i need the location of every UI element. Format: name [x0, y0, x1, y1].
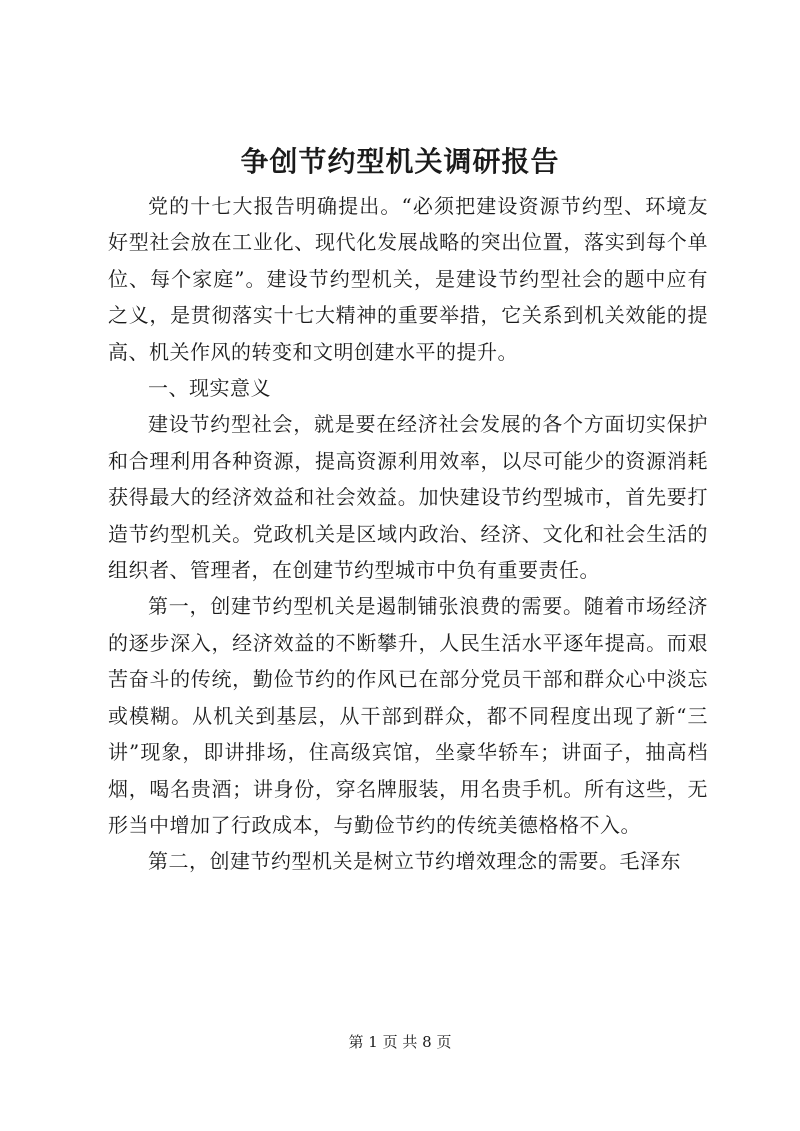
- section-heading: 一、现实意义: [148, 376, 271, 401]
- page-number-footer: 第 1 页 共 8 页: [348, 1033, 452, 1051]
- document-title: 争创节约型机关调研报告: [240, 145, 560, 178]
- paragraph-intro: 党的十七大报告明确提出。“必须把建设资源节约型、环境友好型社会放在工业化、现代化发展战略的突出位置，落实到每个单位、每个家庭”。建设节约型机关，是建设节约型社会的题中应有之义，是贯彻落实十七大精神的重要举措，它关系到机关效能的提高、机关作风的转变和文明创建水平的提升。: [108, 194, 708, 364]
- paragraph-significance: 建设节约型社会，就是要在经济社会发展的各个方面切实保护和合理利用各种资源，提高资源利用效率，以尽可能少的资源消耗获得最大的经济效益和社会效益。加快建设节约型城市，首先要打造节约型机关。党政机关是区域内政治、经济、文化和社会生活的组织者、管理者，在创建节约型城市中负有重要责任。: [108, 412, 708, 583]
- paragraph-point-one: 第一，创建节约型机关是遏制铺张浪费的需要。随着市场经济的逐步深入，经济效益的不断攀升，人民生活水平逐年提高。而艰苦奋斗的传统，勤俭节约的作风已在部分党员干部和群众心中淡忘或模糊。从机关到基层，从干部到群众，都不同程度出现了新“三讲”现象，即讲排场，住高级宾馆，坐豪华轿车；讲面子，抽高档烟，喝名贵酒；讲身份，穿名牌服装，用名贵手机。所有这些，无形当中增加了行政成本，与勤俭节约的传统美德格格不入。: [108, 594, 708, 837]
- paragraph-point-two: 第二，创建节约型机关是树立节约增效理念的需要。毛泽东: [148, 849, 681, 874]
- document-body: [108, 188, 708, 880]
